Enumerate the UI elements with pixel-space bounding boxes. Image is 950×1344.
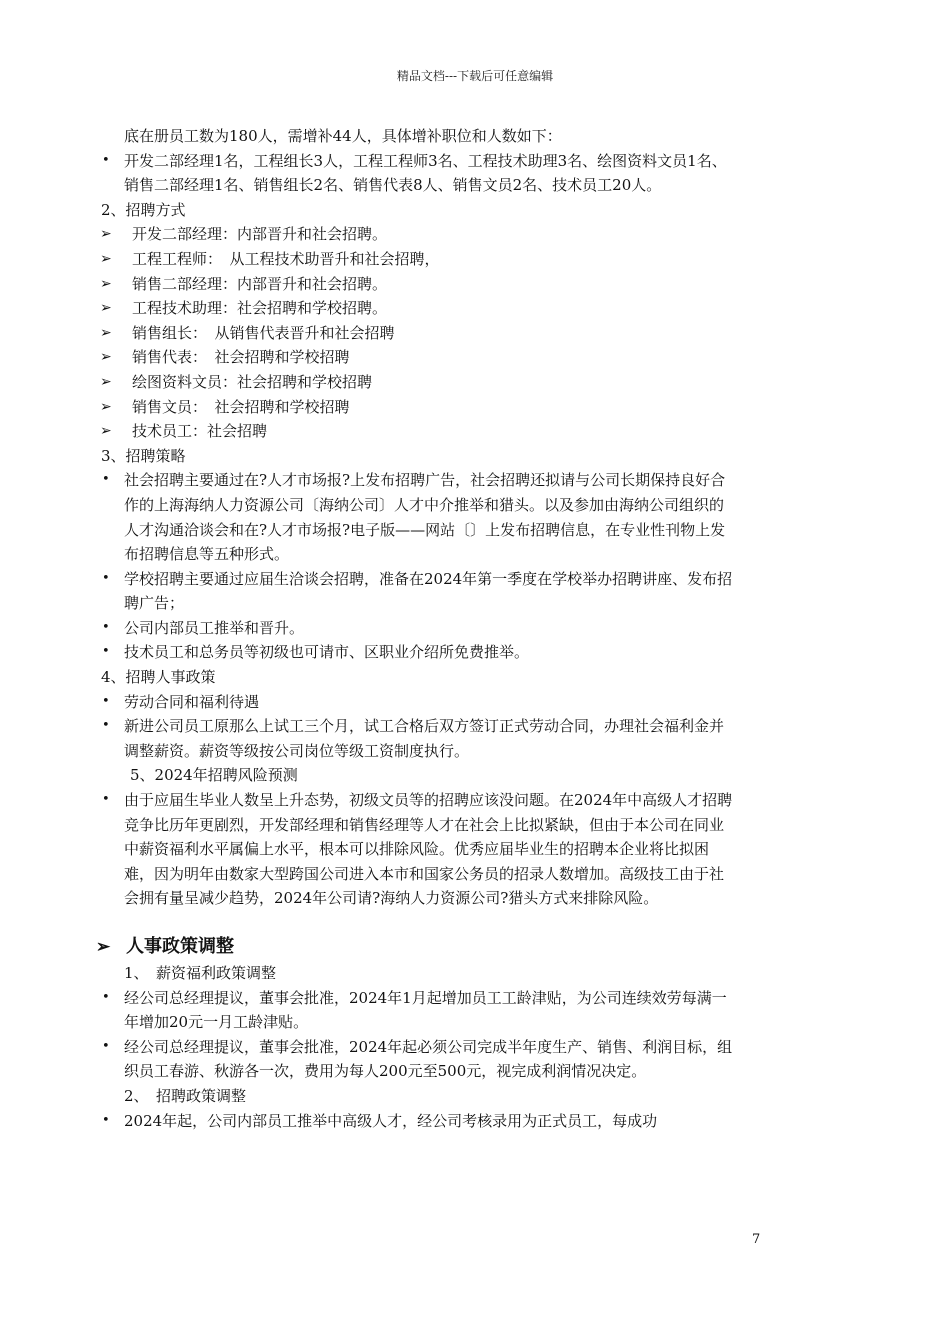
intro-paragraph <box>96 124 736 149</box>
list-item <box>96 345 736 370</box>
arrow-bullet-icon: ➢ <box>100 300 112 317</box>
section-heading-risk: 5、2024年招聘风险预测 <box>130 766 298 785</box>
arrow-bullet-icon: ➢ <box>100 250 112 267</box>
method-text: 绘图资料文员：社会招聘和学校招聘 <box>132 372 373 391</box>
heading-policy-adjustment: ➢ 人事政策调整 <box>96 933 736 961</box>
list-item <box>96 419 736 444</box>
method-text: 销售代表： 社会招聘和学校招聘 <box>132 348 350 367</box>
method-text: 销售文员： 社会招聘和学校招聘 <box>132 397 350 416</box>
strategy-text: 社会招聘主要通过在?人才市场报?上发布招聘广告，社会招聘还拟请与公司长期保持良好合作的上海海纳人力资源公司〔海纳公司〕人才中介推举和猎头。以及参加由海纳公司组织的人才沟通洽谈会和在?人才市场报?电子版——网站〔〕上发布招聘信息，在专业性刊物上发布招聘信息等五种形式。 <box>124 471 726 564</box>
arrow-bullet-icon: ➢ <box>100 349 112 366</box>
salary-policy-text: 经公司总经理提议，董事会批准，2024年起必须公司完成半年度生产、销售、利润目标，组织员工春游、秋游各一次，费用为每人200元至500元，视完成利润情况决定。 <box>124 1037 733 1081</box>
list-item <box>96 567 736 616</box>
strategy-text: 技术员工和总务员等初级也可请市、区职业介绍所免费推举。 <box>124 643 530 662</box>
list-item <box>96 1035 736 1084</box>
bullet-icon: • <box>102 619 110 635</box>
arrow-bullet-icon: ➢ <box>100 398 112 415</box>
page-number: 7 <box>752 1232 761 1247</box>
subheading-salary-welfare: 1、 薪资福利政策调整 <box>124 964 277 982</box>
strategy-text: 公司内部员工推举和晋升。 <box>124 618 305 637</box>
arrow-bullet-icon: ➢ <box>100 275 112 292</box>
recruit-policy-text: 2024年起，公司内部员工推举中高级人才，经公司考核录用为正式员工，每成功 <box>124 1111 658 1130</box>
arrow-bullet-icon: ➢ <box>96 937 111 957</box>
document-body <box>96 124 736 1133</box>
policy-text: 劳动合同和福利待遇 <box>124 692 260 711</box>
method-text: 销售二部经理：内部晋升和社会招聘。 <box>132 274 388 293</box>
arrow-bullet-icon: ➢ <box>100 373 112 390</box>
section-heading-recruit-methods: 2、招聘方式 <box>101 200 186 219</box>
list-item <box>96 616 736 641</box>
list-item <box>96 149 736 198</box>
policy-text: 新进公司员工原那么上试工三个月，试工合格后双方签订正式劳动合同，办理社会福利金并调整薪资。薪资等级按公司岗位等级工资制度执行。 <box>124 717 725 760</box>
bullet-icon: • <box>102 570 110 586</box>
list-item <box>96 222 736 247</box>
list-item <box>96 247 736 272</box>
method-text: 销售组长： 从销售代表晋升和社会招聘 <box>132 323 395 342</box>
list-item <box>96 272 736 297</box>
intro-bullet-text: 开发二部经理1名，工程组长3人，工程工程师3名、工程技术助理3名、绘图资料文员1名、销售二部经理1名、销售组长2名、销售代表8人、销售文员2名、技术员工20人。 <box>124 151 727 195</box>
risk-text: 由于应届生毕业人数呈上升态势，初级文员等的招聘应该没问题。在2024年中高级人才招聘竞争比历年更剧烈，开发部经理和销售经理等人才在社会上比拟紧缺，但由于本公司在同业中薪资福利水平属偏上水平，根本可以排除风险。优秀应届毕业生的招聘本企业将比拟困难，因为明年由数家大型跨国公司进入本市和国家公务员的招录人数增加。高级技工由于社会拥有量呈减少趋势，2024年公司请?海纳人力资源公司?猎头方式来排除风险。 <box>124 791 733 908</box>
subheading-recruit-policy: 2、 招聘政策调整 <box>124 1086 247 1105</box>
list-item <box>96 640 736 665</box>
arrow-bullet-icon: ➢ <box>100 324 112 341</box>
intro-text: 底在册员工数为180人，需增补44人，具体增补职位和人数如下： <box>124 127 562 145</box>
method-text: 开发二部经理：内部晋升和社会招聘。 <box>132 225 388 244</box>
method-text: 工程技术助理：社会招聘和学校招聘。 <box>132 299 388 318</box>
salary-policy-text: 经公司总经理提议，董事会批准，2024年1月起增加员工工龄津贴，为公司连续效劳每满一年增加20元一月工龄津贴。 <box>124 988 727 1032</box>
page-header: 精品文档---下载后可任意编辑 <box>396 69 554 83</box>
arrow-bullet-icon: ➢ <box>100 423 112 440</box>
section-heading-recruit-strategy: 3、招聘策略 <box>101 446 186 465</box>
list-item <box>96 788 736 911</box>
strategy-text: 学校招聘主要通过应届生洽谈会招聘，准备在2024年第一季度在学校举办招聘讲座、发布招聘广告； <box>124 569 733 613</box>
list-item <box>96 1109 736 1134</box>
bullet-icon: • <box>102 472 110 488</box>
bullet-icon: • <box>102 989 110 1005</box>
bullet-icon: • <box>102 718 110 734</box>
bullet-icon: • <box>102 152 110 168</box>
list-item <box>96 370 736 395</box>
bullet-icon: • <box>102 1112 110 1128</box>
bullet-icon: • <box>102 1038 110 1054</box>
list-item <box>96 986 736 1035</box>
list-item <box>96 690 736 715</box>
list-item <box>96 468 736 566</box>
arrow-bullet-icon: ➢ <box>100 226 112 243</box>
method-text: 技术员工：社会招聘 <box>132 422 268 441</box>
method-text: 工程工程师： 从工程技术助晋升和社会招聘， <box>132 249 440 268</box>
list-item <box>96 714 736 763</box>
list-item <box>96 395 736 420</box>
section-heading-hr-policy: 4、招聘人事政策 <box>101 668 216 687</box>
bullet-icon: • <box>102 693 110 709</box>
list-item <box>96 296 736 321</box>
bullet-icon: • <box>102 644 110 660</box>
list-item <box>96 321 736 346</box>
bullet-icon: • <box>102 792 110 808</box>
